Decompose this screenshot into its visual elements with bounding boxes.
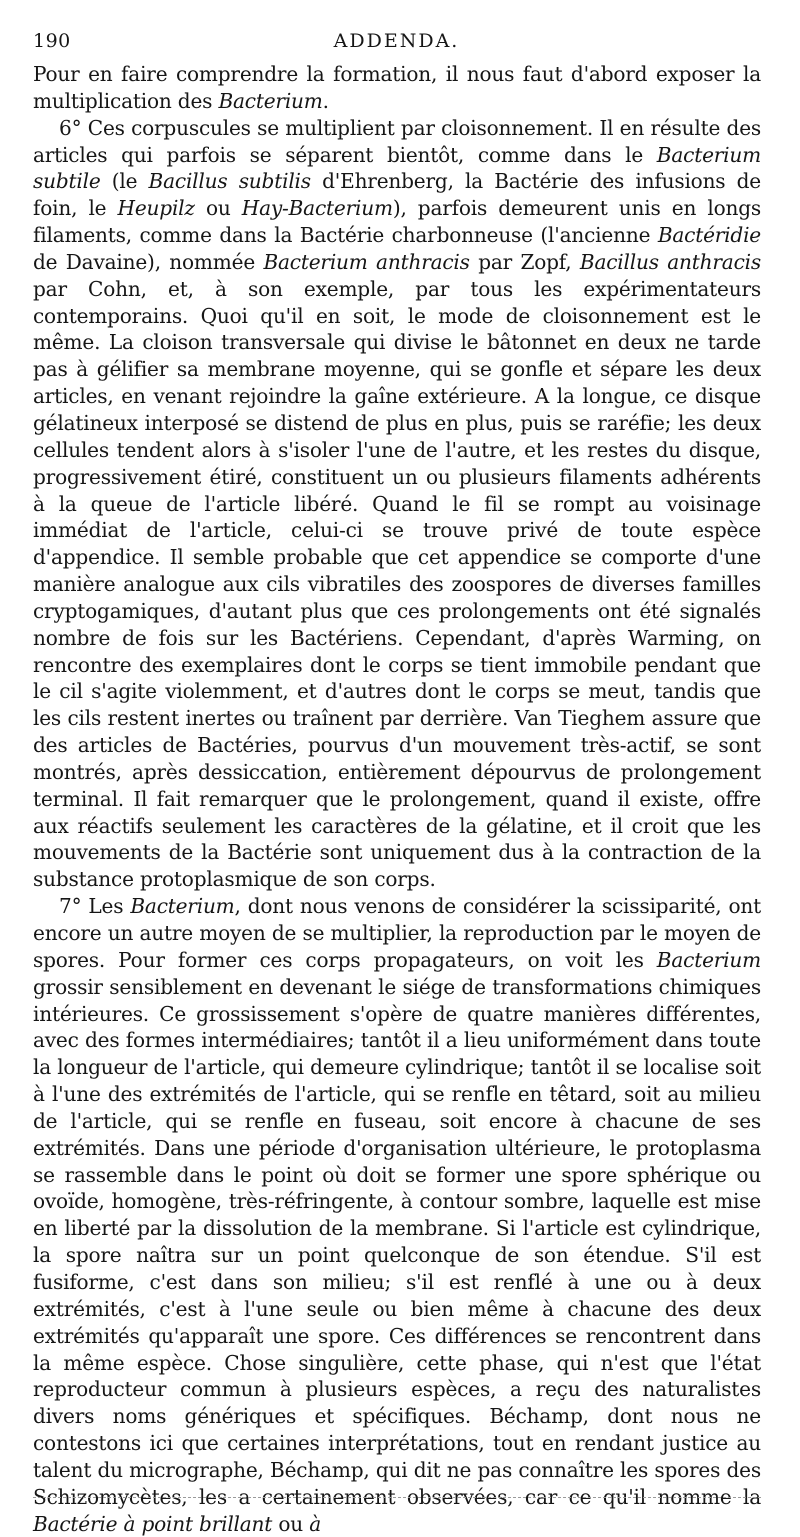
text-run: grossir sensiblement en devenant le siége de transformations chimiques intérieures. Ce grossissement s'opère de quatre manières différentes, avec des formes intermédiaires; tantôt il a lieu uniformément dans toute la longueur de l'article, qui demeure cylindrique; tantôt il se localise soit à l'une des extrémités de l'article, qui se renfle en têtard, soit au milieu de l'article, qui se renfle en fuseau, soit encore à chacune de ses extrémités. Dans une période d'organisation ultérieure, le protoplasma se rassemble dans le point où doit se former une spore sphérique ou ovoïde, homogène, très-réfringente, à contour sombre, laquelle est mise en liberté par la dissolution de la membrane. Si l'article est cylindrique, la spore naîtra sur un point quelconque de son étendue. S'il est fusiforme, c'est dans son milieu; s'il est renflé à une ou à deux extrémités, c'est à l'une seule ou bien même à chacune des deux extrémités qu'apparaît une spore. Ces différences se rencontrent dans la même espèce. Chose singulière, cette phase, qui n'est que l'état reproducteur commun à plusieurs espèces, a reçu des naturalistes divers noms génériques et spécifiques. Béchamp, dont nous ne contestons ici que certaines interprétations, tout en rendant justice au talent du micrographe, Béchamp, qui dit ne pas connaître les spores des Schizomycètes, les a certainement observées, car ce qu'il nomme la (33, 974, 761, 1509)
body-text (33, 61, 761, 1537)
page-header (33, 30, 760, 56)
paragraph (33, 893, 761, 1537)
italic-text: Bacterium anthracis (263, 249, 470, 274)
text-run: 6° Ces corpuscules se multiplient par cloisonnement. Il en résulte des articles qui parfois se séparent bientôt, comme dans le (33, 115, 761, 167)
text-run: ), parfois demeurent unis en longs filaments, comme dans la Bactérie charbonneuse (l'ancienne (33, 196, 761, 248)
italic-text: Bacterium subtile (33, 142, 761, 194)
text-run: par Cohn, et, à son exemple, par tous les expérimentateurs contemporains. Quoi qu'il en soit, le mode de cloisonnement est le même. La cloison transversale qui divise le bâtonnet en deux ne tarde pas à gélifier sa membrane moyenne, qui se gonfle et sépare les deux articles, en venant rejoindre la gaîne extérieure. A la longue, ce disque gélatineux interposé se distend de plus en plus, puis se raréfie; les deux cellules tendent alors à s'isoler l'une de l'autre, et les restes du disque, progressivement étiré, constituent un ou plusieurs filaments adhérents à la queue de l'article libéré. Quand le fil se rompt au voisinage immédiat de l'article, celui-ci se trouve privé de toute espèce d'appendice. Il semble probable que cet appendice se comporte d'une manière analogue aux cils vibratiles des zoospores de diverses familles cryptogamiques, d'autant plus que ces prolongements ont été signalés nombre de fois sur les Bactériens. Cependant, d'après Warming, on rencontre des exemplaires dont le corps se tient immobile pendant que le cil s'agite violemment, et d'autres dont le corps se meut, tandis que les cils restent inertes ou traînent par derrière. Van Tieghem assure que des articles de Bactéries, pourvus d'un mouvement très-actif, se sont montrés, après dessiccation, entièrement dépourvus de prolongement terminal. Il fait remarquer que le prolongement, quand il existe, offre aux réactifs seulement les caractères de la gélatine, et il croit que les mouvements de la Bactérie sont uniquement dus à la contraction de la substance protoplasmique de son corps. (33, 276, 761, 892)
paragraph (33, 61, 761, 115)
paragraph (33, 115, 761, 893)
text-run: . (322, 88, 329, 113)
italic-text: Bactéridie (657, 223, 761, 248)
running-head: ADDENDA. (333, 30, 460, 52)
italic-text: Bacterium (130, 894, 235, 919)
text-run: de Davaine), nommée (33, 249, 264, 274)
italic-text: Hay-Bacterium (241, 196, 393, 221)
text-run: Pour en faire comprendre la formation, il nous faut d'abord exposer la multiplication des (33, 62, 761, 113)
italic-text: à (309, 1511, 321, 1536)
text-run: ou (194, 196, 242, 221)
italic-text: Bactérie à point brillant (33, 1511, 273, 1536)
text-run: par Zopf, (469, 249, 580, 274)
italic-text: Heupilz (117, 196, 195, 221)
footer-rule (33, 1497, 761, 1498)
text-run: (le (100, 169, 149, 194)
page-number: 190 (33, 30, 71, 52)
text-run: d'Ehrenberg, la Bactérie des infusions de foin, le (33, 169, 761, 221)
text-run: ou (272, 1511, 310, 1536)
text-run: 7° Les (59, 894, 131, 919)
italic-text: Bacillus subtilis (148, 169, 311, 194)
italic-text: Bacterium (656, 947, 761, 972)
italic-text: Bacillus anthracis (579, 249, 761, 274)
text-run: , dont nous venons de considérer la scissiparité, ont encore un autre moyen de se multiplier, la reproduction par le moyen de spores. Pour former ces corps propagateurs, on voit les (33, 894, 761, 972)
italic-text: Bacterium (218, 88, 323, 113)
